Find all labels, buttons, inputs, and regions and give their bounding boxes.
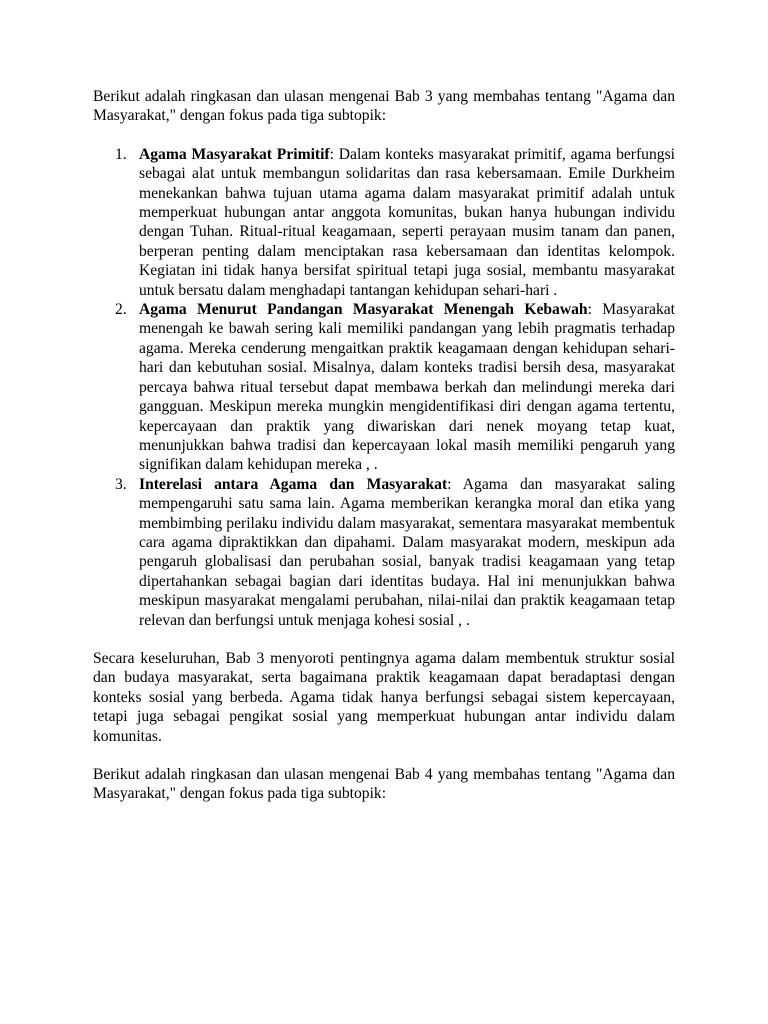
subtopic-list bbox=[93, 145, 675, 630]
list-item-term: Interelasi antara Agama dan Masyarakat bbox=[139, 475, 448, 493]
list-item bbox=[115, 475, 675, 630]
list-item-text: : Dalam konteks masyarakat primitif, agama berfungsi sebagai alat untuk membangun solidaritas dan rasa kebersamaan. Emile Durkheim menekankan bahwa tujuan utama agama dalam masyarakat primitif adalah untuk memperkuat hubungan antar anggota komunitas, bukan hanya hubungan individu dengan Tuhan. Ritual-ritual keagamaan, seperti perayaan musim tanam dan panen, berperan penting dalam menciptakan rasa kebersamaan dan identitas kelompok. Kegiatan ini tidak hanya bersifat spiritual tetapi juga sosial, membantu masyarakat untuk bersatu dalam menghadapi tantangan kehidupan sehari-hari . bbox=[139, 145, 675, 299]
list-item bbox=[115, 145, 675, 300]
summary-paragraph: Secara keseluruhan, Bab 3 menyoroti pentingnya agama dalam membentuk struktur sosial dan budaya masyarakat, serta bagaimana praktik keagamaan dapat beradaptasi dengan konteks sosial yang berbeda. Agama tidak hanya berfungsi sebagai sistem kepercayaan, tetapi juga sebagai pengikat sosial yang memperkuat hubungan antar individu dalam komunitas. bbox=[93, 649, 675, 745]
list-item-number: 3. bbox=[115, 475, 127, 493]
list-item-term: Agama Masyarakat Primitif bbox=[139, 145, 330, 163]
document-page bbox=[93, 87, 675, 804]
list-item-number: 1. bbox=[115, 145, 127, 163]
list-item bbox=[115, 300, 676, 475]
intro-paragraph: Berikut adalah ringkasan dan ulasan mengenai Bab 3 yang membahas tentang "Agama dan Masyarakat," dengan fokus pada tiga subtopik: bbox=[93, 88, 675, 125]
list-item-term: Agama Menurut Pandangan Masyarakat Menengah Kebawah bbox=[139, 301, 588, 319]
list-item-number: 2. bbox=[115, 301, 127, 319]
list-item-text: : Masyarakat menengah ke bawah sering kali memiliki pandangan yang lebih pragmatis terhadap agama. Mereka cenderung mengaitkan praktik keagamaan dengan kehidupan sehari-hari dan kebutuhan sosial. Misalnya, dalam konteks tradisi bersih desa, masyarakat percaya bahwa ritual tersebut dapat membawa berkah dan melindungi mereka dari gangguan. Meskipun mereka mungkin mengidentifikasi diri dengan agama tertentu, kepercayaan dan praktik yang diwariskan dari nenek moyang tetap kuat, menunjukkan bahwa tradisi dan kepercayaan lokal masih memiliki pengaruh yang signifikan dalam kehidupan mereka , . bbox=[139, 301, 676, 474]
chapter-4-intro-paragraph: Berikut adalah ringkasan dan ulasan mengenai Bab 4 yang membahas tentang "Agama dan Masyarakat," dengan fokus pada tiga subtopik: bbox=[93, 766, 675, 803]
list-item-text: : Agama dan masyarakat saling mempengaruhi satu sama lain. Agama memberikan kerangka moral dan etika yang membimbing perilaku individu dalam masyarakat, sementara masyarakat membentuk cara agama dipraktikkan dan dipahami. Dalam masyarakat modern, meskipun ada pengaruh globalisasi dan perubahan sosial, banyak tradisi keagamaan yang tetap dipertahankan sebagai bagian dari identitas budaya. Hal ini menunjukkan bahwa meskipun masyarakat mengalami perubahan, nilai-nilai dan praktik keagamaan tetap relevan dan berfungsi untuk menjaga kohesi sosial , . bbox=[139, 475, 675, 629]
